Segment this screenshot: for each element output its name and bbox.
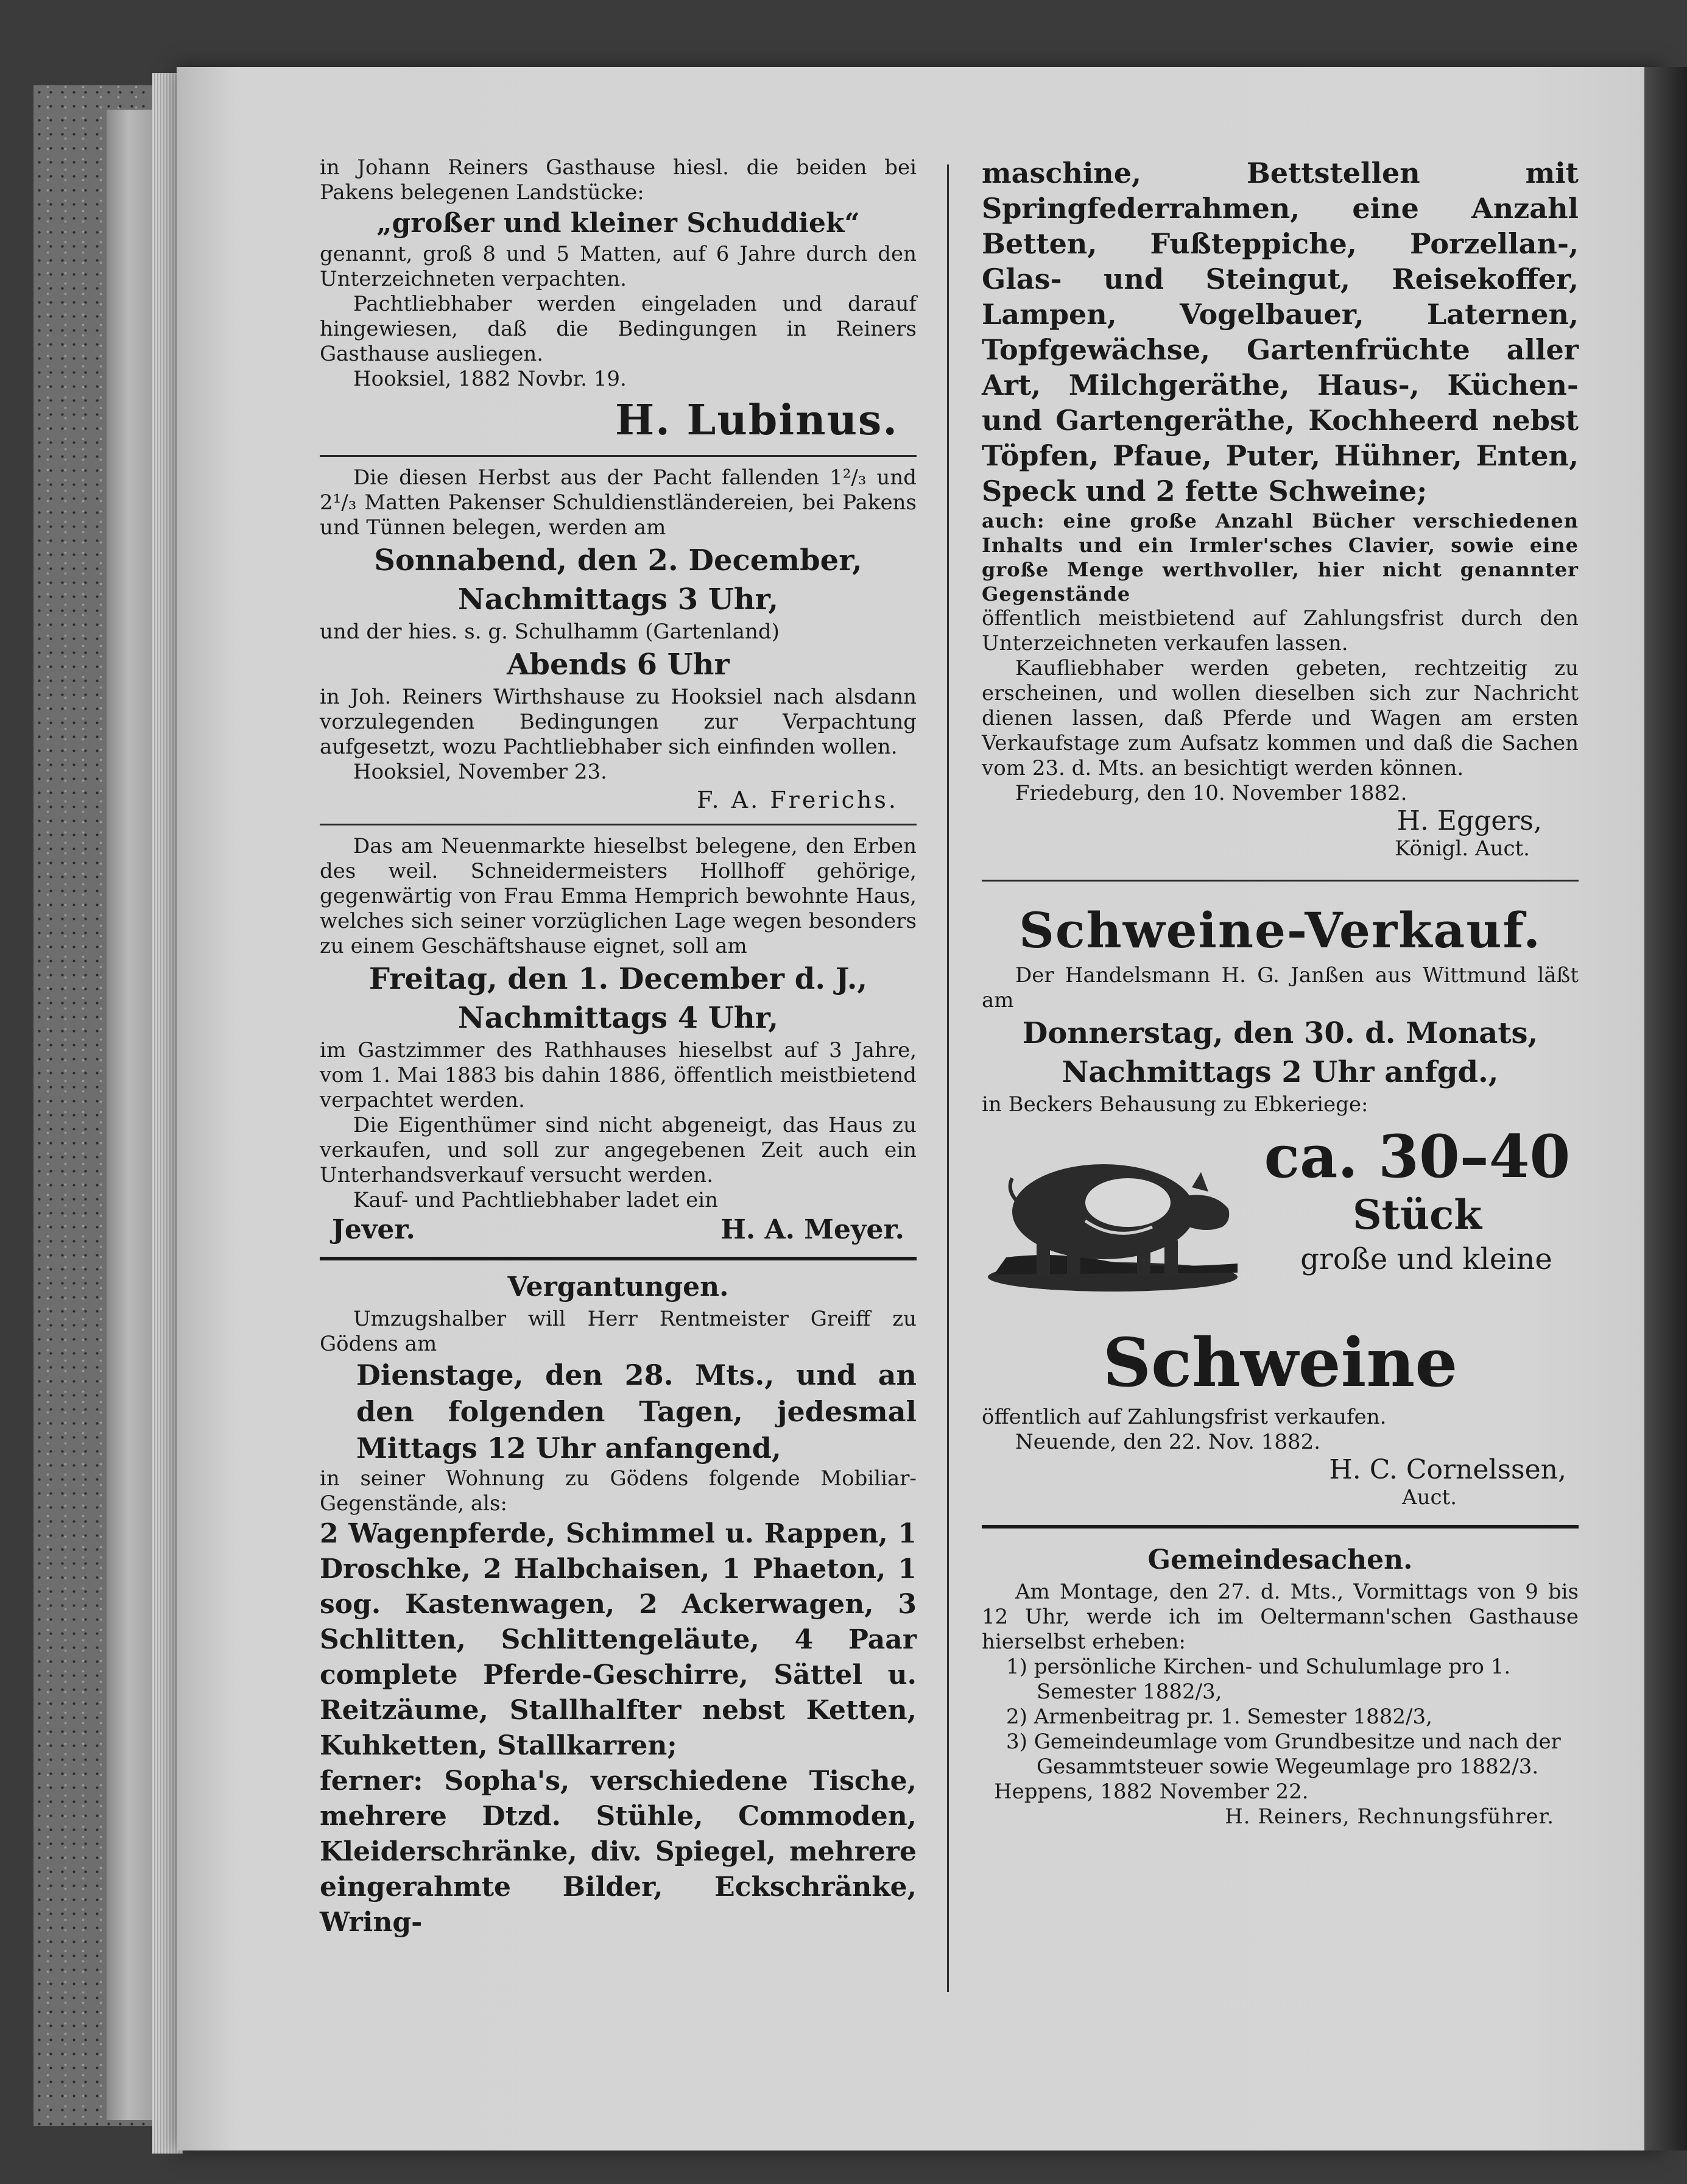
column-divider	[947, 164, 949, 1992]
ad-text: im Gastzimmer des Rathhauses hieselbst auf 3 Jahre, vom 1. Mai 1883 bis dahin 1886, öffentlich meistbietend verpachtet werden.	[320, 1038, 917, 1112]
ad-signature: H. Reiners, Rechnungsführer.	[1225, 1804, 1554, 1829]
list-item: 2) Armenbeitrag pr. 1. Semester 1882/3,	[1006, 1705, 1432, 1729]
ad-heading: Schweine-Verkauf.	[1019, 902, 1541, 959]
ad-signature: H. A. Meyer.	[720, 1214, 904, 1245]
sale-description: große und kleine	[1300, 1242, 1552, 1276]
ad-text: öffentlich meistbietend auf Zahlungsfrist durch den Unterzeichneten verkaufen lassen.	[982, 606, 1579, 656]
ad-text: Die diesen Herbst aus der Pacht fallenden 1²/₃ und 2¹/₃ Matten Pakenser Schuldienstländereien, bei Pakens und Tünnen belegen, werden am	[320, 465, 917, 540]
ad-date-block: Dienstage, den 28. Mts., und an den folgenden Tagen, jedesmal Mittags 12 Uhr anfangend,	[356, 1359, 917, 1465]
sale-word: Schweine	[1102, 1323, 1458, 1402]
ad-place-date: Heppens, 1882 November 22.	[994, 1779, 1309, 1804]
ad-vergantungen-continued	[982, 155, 1579, 861]
ad-text: in Beckers Behausung zu Ebkeriege:	[982, 1092, 1368, 1117]
right-column	[982, 155, 1579, 1829]
ad-time-line: Nachmittags 3 Uhr,	[457, 582, 779, 617]
ad-time-line: Nachmittags 4 Uhr,	[457, 1001, 779, 1035]
ad-date-line: Donnerstag, den 30. d. Monats,	[1022, 1016, 1538, 1050]
ad-signature-row	[320, 1213, 917, 1247]
ad-title: „großer und kleiner Schuddiek“	[376, 208, 860, 239]
ad-text: in Joh. Reiners Wirthshause zu Hooksiel nach alsdann vorzulegenden Bedingungen zur Verpachtung aufgesetzt, wozu Pachtliebhaber sich einfinden wollen.	[320, 685, 917, 759]
section-heading: Gemeindesachen.	[1147, 1544, 1413, 1575]
ad-signature: H. C. Cornelssen,	[1329, 1454, 1566, 1485]
ad-text: in Johann Reiners Gasthause hiesl. die beiden bei Pakens belegenen Landstücke:	[320, 155, 917, 205]
section-rule	[320, 455, 917, 457]
section-heading: Vergantungen.	[507, 1271, 729, 1302]
ad-pakens	[320, 465, 917, 815]
ad-date-line: Sonnabend, den 2. December,	[374, 543, 862, 578]
ad-items: ferner: Sopha's, verschiedene Tische, mehrere Dtzd. Stühle, Commoden, Kleiderschränke, div. Spiegel, mehrere eingerahmte Bilder, Eckschränke, Wring-	[320, 1765, 917, 1938]
ad-signature-title: Auct.	[1402, 1485, 1457, 1510]
ad-place-date: Hooksiel, November 23.	[353, 760, 607, 784]
ad-text: Umzugshalber will Herr Rentmeister Greiff zu Gödens am	[320, 1307, 917, 1356]
list-item: 1) persönliche Kirchen- und Schulumlage pro 1. Semester 1882/3,	[1006, 1655, 1511, 1704]
sale-quantity: ca. 30–40	[1264, 1122, 1571, 1191]
ad-text: Der Handelsmann H. G. Janßen aus Wittmund läßt am	[982, 963, 1579, 1012]
sale-block	[982, 1123, 1579, 1324]
page-gutter	[1644, 67, 1687, 2150]
left-column	[320, 155, 917, 1940]
section-rule	[982, 1525, 1579, 1528]
ad-text: Die Eigenthümer sind nicht abgeneigt, das Haus zu verkaufen, und soll zur angegebenen Zeit auch ein Unterhandsverkauf versucht werden.	[320, 1113, 917, 1187]
ad-signature: H. Eggers,	[1396, 805, 1542, 836]
ad-schuddiek	[320, 155, 917, 447]
pig-illustration	[982, 1136, 1244, 1294]
ad-date-line: Freitag, den 1. December d. J.,	[368, 962, 868, 996]
ad-time-line: Abends 6 Uhr	[507, 648, 730, 682]
ad-text: Kauf- und Pachtliebhaber ladet ein	[353, 1188, 718, 1212]
ad-items: 2 Wagenpferde, Schimmel u. Rappen, 1 Droschke, 2 Halbchaisen, 1 Phaeton, 1 sog. Kastenwagen, 2 Ackerwagen, 3 Schlitten, Schlittengeläute, 4 Paar complete Pferde-Geschirre, Sättel u. Reitzäume, Stallhalfter nebst Ketten, Kuhketten, Stallkarren;	[320, 1518, 917, 1761]
ad-text: in seiner Wohnung zu Gödens folgende Mobiliar-Gegenstände, als:	[320, 1466, 917, 1516]
ad-place-date: Friedeburg, den 10. November 1882.	[1015, 781, 1407, 805]
ad-text: Kaufliebhaber werden gebeten, rechtzeitig zu erscheinen, und wollen dieselben sich zur Nachricht dienen lassen, daß Pferde und Wagen am ersten Verkaufstage zum Aufsatz kommen und daß die Sachen vom 23. d. Mts. an besichtigt werden können.	[982, 656, 1579, 780]
ad-vergantungen	[320, 1270, 917, 1940]
ad-text: Am Montage, den 27. d. Mts., Vormittags von 9 bis 12 Uhr, werde ich im Oeltermann'schen Gasthause hierselbst erheben:	[982, 1580, 1579, 1654]
ad-place-date: Hooksiel, 1882 Novbr. 19.	[353, 367, 627, 391]
list-item: 3) Gemeindeumlage vom Grundbesitze und nach der Gesammtsteuer sowie Wegeumlage pro 1882/3.	[1006, 1730, 1561, 1779]
section-rule	[320, 824, 917, 825]
section-rule	[320, 1257, 917, 1260]
section-rule	[982, 880, 1579, 882]
ad-schweine-verkauf	[982, 900, 1579, 1510]
ad-signature: H. Lubinus.	[615, 396, 898, 445]
ad-text: öffentlich auf Zahlungsfrist verkaufen.	[982, 1405, 1387, 1429]
sale-unit: Stück	[1352, 1191, 1482, 1239]
ad-text: Das am Neuenmarkte hieselbst belegene, den Erben des weil. Schneidermeisters Hollhoff gehörige, gegenwärtig von Frau Emma Hemprich bewohnte Haus, welches sich seiner vorzüglichen Lage wegen besonders zu einem Geschäftshause eignet, soll am	[320, 834, 917, 958]
ad-text: und der hies. s. g. Schulhamm (Gartenland)	[320, 620, 780, 644]
ad-place-date: Neuende, den 22. Nov. 1882.	[1015, 1430, 1321, 1454]
ad-gemeindesachen	[982, 1543, 1579, 1829]
ad-items: maschine, Bettstellen mit Springfederrahmen, eine Anzahl Betten, Fußteppiche, Porzellan-, Glas- und Steingut, Reisekoffer, Lampen, Vogelbauer, Laternen, Topfgewächse, Gartenfrüchte aller Art, Milchgeräthe, Haus-, Küchen- und Gartengeräthe, Kochheerd nebst Töpfen, Pfaue, Puter, Hühner, Enten, Speck und 2 fette Schweine;	[982, 157, 1579, 507]
ad-place: Jever.	[332, 1214, 415, 1245]
ad-text: Pachtliebhaber werden eingeladen und darauf hingewiesen, daß die Bedingungen in Reiners Gasthause ausliegen.	[320, 292, 917, 366]
ad-signature-title: Königl. Auct.	[1395, 836, 1530, 861]
ad-house-lease	[320, 834, 917, 1247]
ad-text: auch: eine große Anzahl Bücher verschiedenen Inhalts und ein Irmler'sches Clavier, sowie eine große Menge werthvoller, hier nicht genannter Gegenstände	[982, 509, 1579, 606]
ad-text: genannt, groß 8 und 5 Matten, auf 6 Jahre durch den Unterzeichneten verpachten.	[320, 242, 917, 291]
ad-time-line: Nachmittags 2 Uhr anfgd.,	[1062, 1055, 1499, 1089]
ad-signature: F. A. Frerichs.	[697, 786, 898, 813]
